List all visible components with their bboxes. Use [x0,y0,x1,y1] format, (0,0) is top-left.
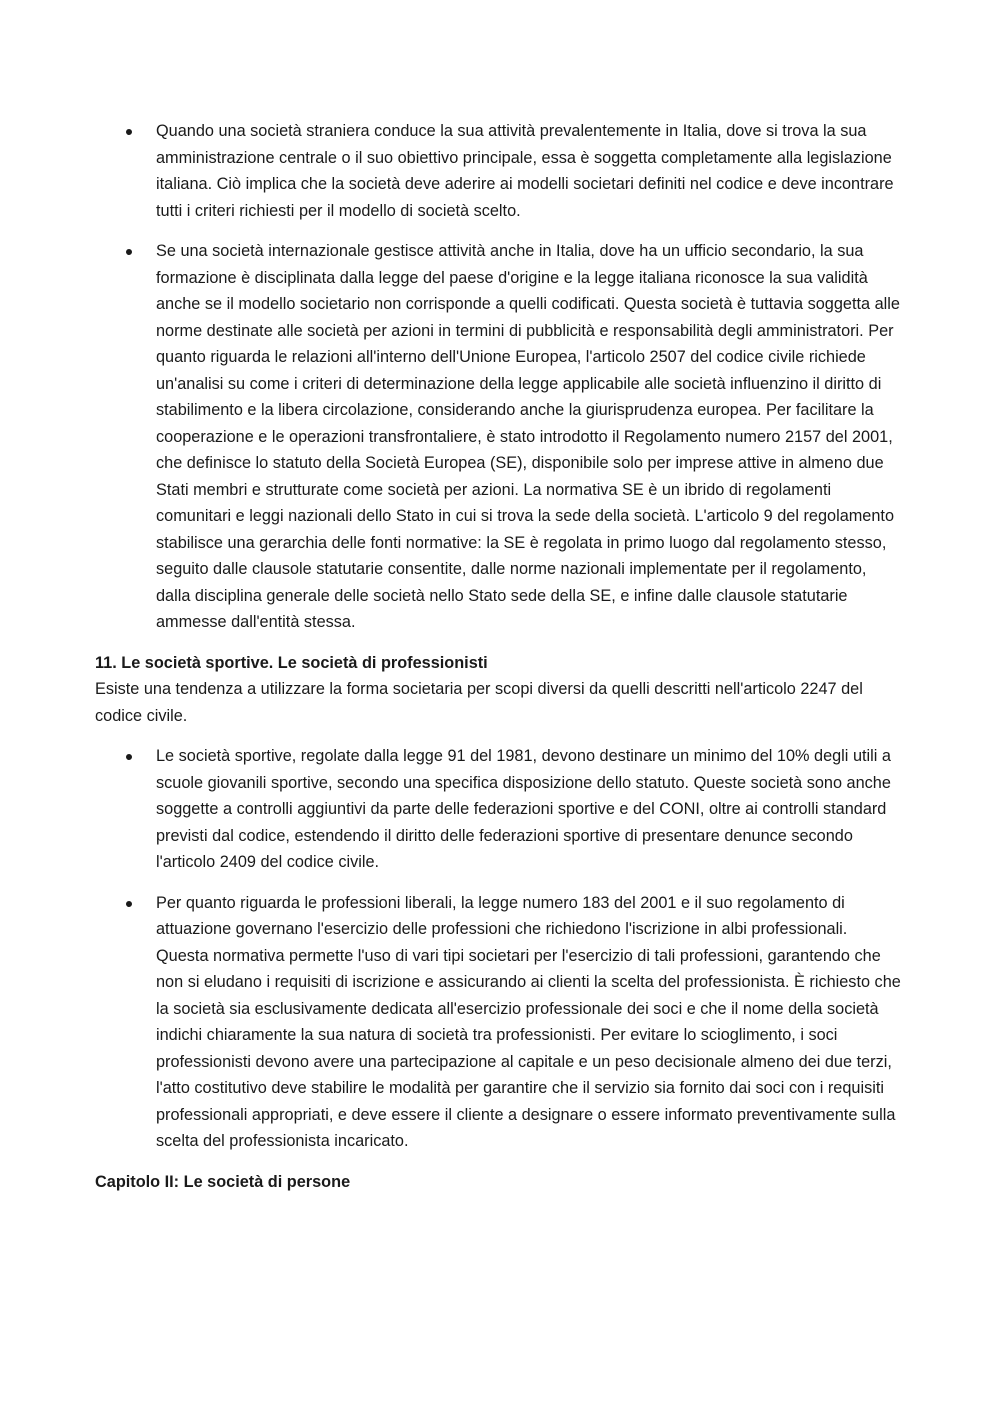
chapter-heading: Capitolo II: Le società di persone [95,1172,351,1191]
section-intro-paragraph: Esiste una tendenza a utilizzare la forma societaria per scopi diversi da quelli descritti nell'articolo 2247 del codice civile. [95,680,863,725]
list-item-text: Se una società internazionale gestisce attività anche in Italia, dove ha un ufficio secondario, la sua formazione è disciplinata dalla legge del paese d'origine e la legge italiana riconosce la sua validità anche se il modello societario non corrisponde a quelli codificati. Questa società è tuttavia soggetta alle norme destinate alle società per azioni in termini di pubblicità e responsabilità degli amministratori. Per quanto riguarda le relazioni all'interno dell'Unione Europea, l'articolo 2507 del codice civile richiede un'analisi su come i criteri di determinazione della legge applicabile alle società influenzino il diritto di stabilimento e la libera circolazione, considerando anche la giurisprudenza europea. Per facilitare la cooperazione e le operazioni transfrontaliere, è stato introdotto il Regolamento numero 2157 del 2001, che definisce lo statuto della Società Europea (SE), disponibile solo per imprese attive in almeno due Stati membri e strutturate come società per azioni. La normativa SE è un ibrido di regolamenti comunitari e leggi nazionali dello Stato in cui si trova la sede della società. L'articolo 9 del regolamento stabilisce una gerarchia delle fonti normative: la SE è regolata in primo luogo dal regolamento stesso, seguito dalle clausole statutarie consentite, dalle norme nazionali implementate per il regolamento, dalla disciplina generale delle società nello Stato sede della SE, e infine dalle clausole statutarie ammesse dall'entità stessa. [156,242,900,631]
bullet-icon [126,249,132,255]
list-item-text: Quando una società straniera conduce la sua attività prevalentemente in Italia, dove si trova la sua amministrazione centrale o il suo obiettivo principale, essa è soggetta completamente alla legislazione italiana. Ciò implica che la società deve aderire ai modelli societari definiti nel codice e deve incontrare tutti i criteri richiesti per il modello di società scelto. [156,122,894,220]
section-heading: 11. Le società sportive. Le società di professionisti [95,653,488,672]
list-item [95,890,905,1155]
bullet-list-special-companies [95,743,905,1155]
list-item [95,743,905,876]
list-item [95,118,905,224]
bullet-icon [126,129,132,135]
list-item [95,238,905,636]
bullet-icon [126,754,132,760]
bullet-icon [126,901,132,907]
list-item-text: Le società sportive, regolate dalla legge 91 del 1981, devono destinare un minimo del 10% degli utili a scuole giovanili sportive, secondo una specifica disposizione dello statuto. Queste società sono anche soggette a controlli aggiuntivi da parte delle federazioni sportive e del CONI, oltre ai controlli standard previsti dal codice, estendendo il diritto delle federazioni sportive di presentare denunce secondo l'articolo 2409 del codice civile. [156,747,891,871]
bullet-list-foreign-companies [95,118,905,636]
list-item-text: Per quanto riguarda le professioni liberali, la legge numero 183 del 2001 e il suo regolamento di attuazione governano l'esercizio delle professioni che richiedono l'iscrizione in albi professionali. Questa normativa permette l'uso di vari tipi societari per l'esercizio di tali professioni, garantendo che non si eludano i requisiti di iscrizione e assicurando ai clienti la scelta del professionista. È richiesto che la società sia esclusivamente dedicata all'esercizio professionale dei soci e che il nome della società indichi chiaramente la sua natura di società tra professionisti. Per evitare lo scioglimento, i soci professionisti devono avere una partecipazione al capitale e un peso decisionale almeno dei due terzi, l'atto costitutivo deve stabilire le modalità per garantire che il servizio sia fornito dai soci con i requisiti professionali appropriati, e deve essere il cliente a designare o essere informato preventivamente sulla scelta del professionista incaricato. [156,893,901,1150]
